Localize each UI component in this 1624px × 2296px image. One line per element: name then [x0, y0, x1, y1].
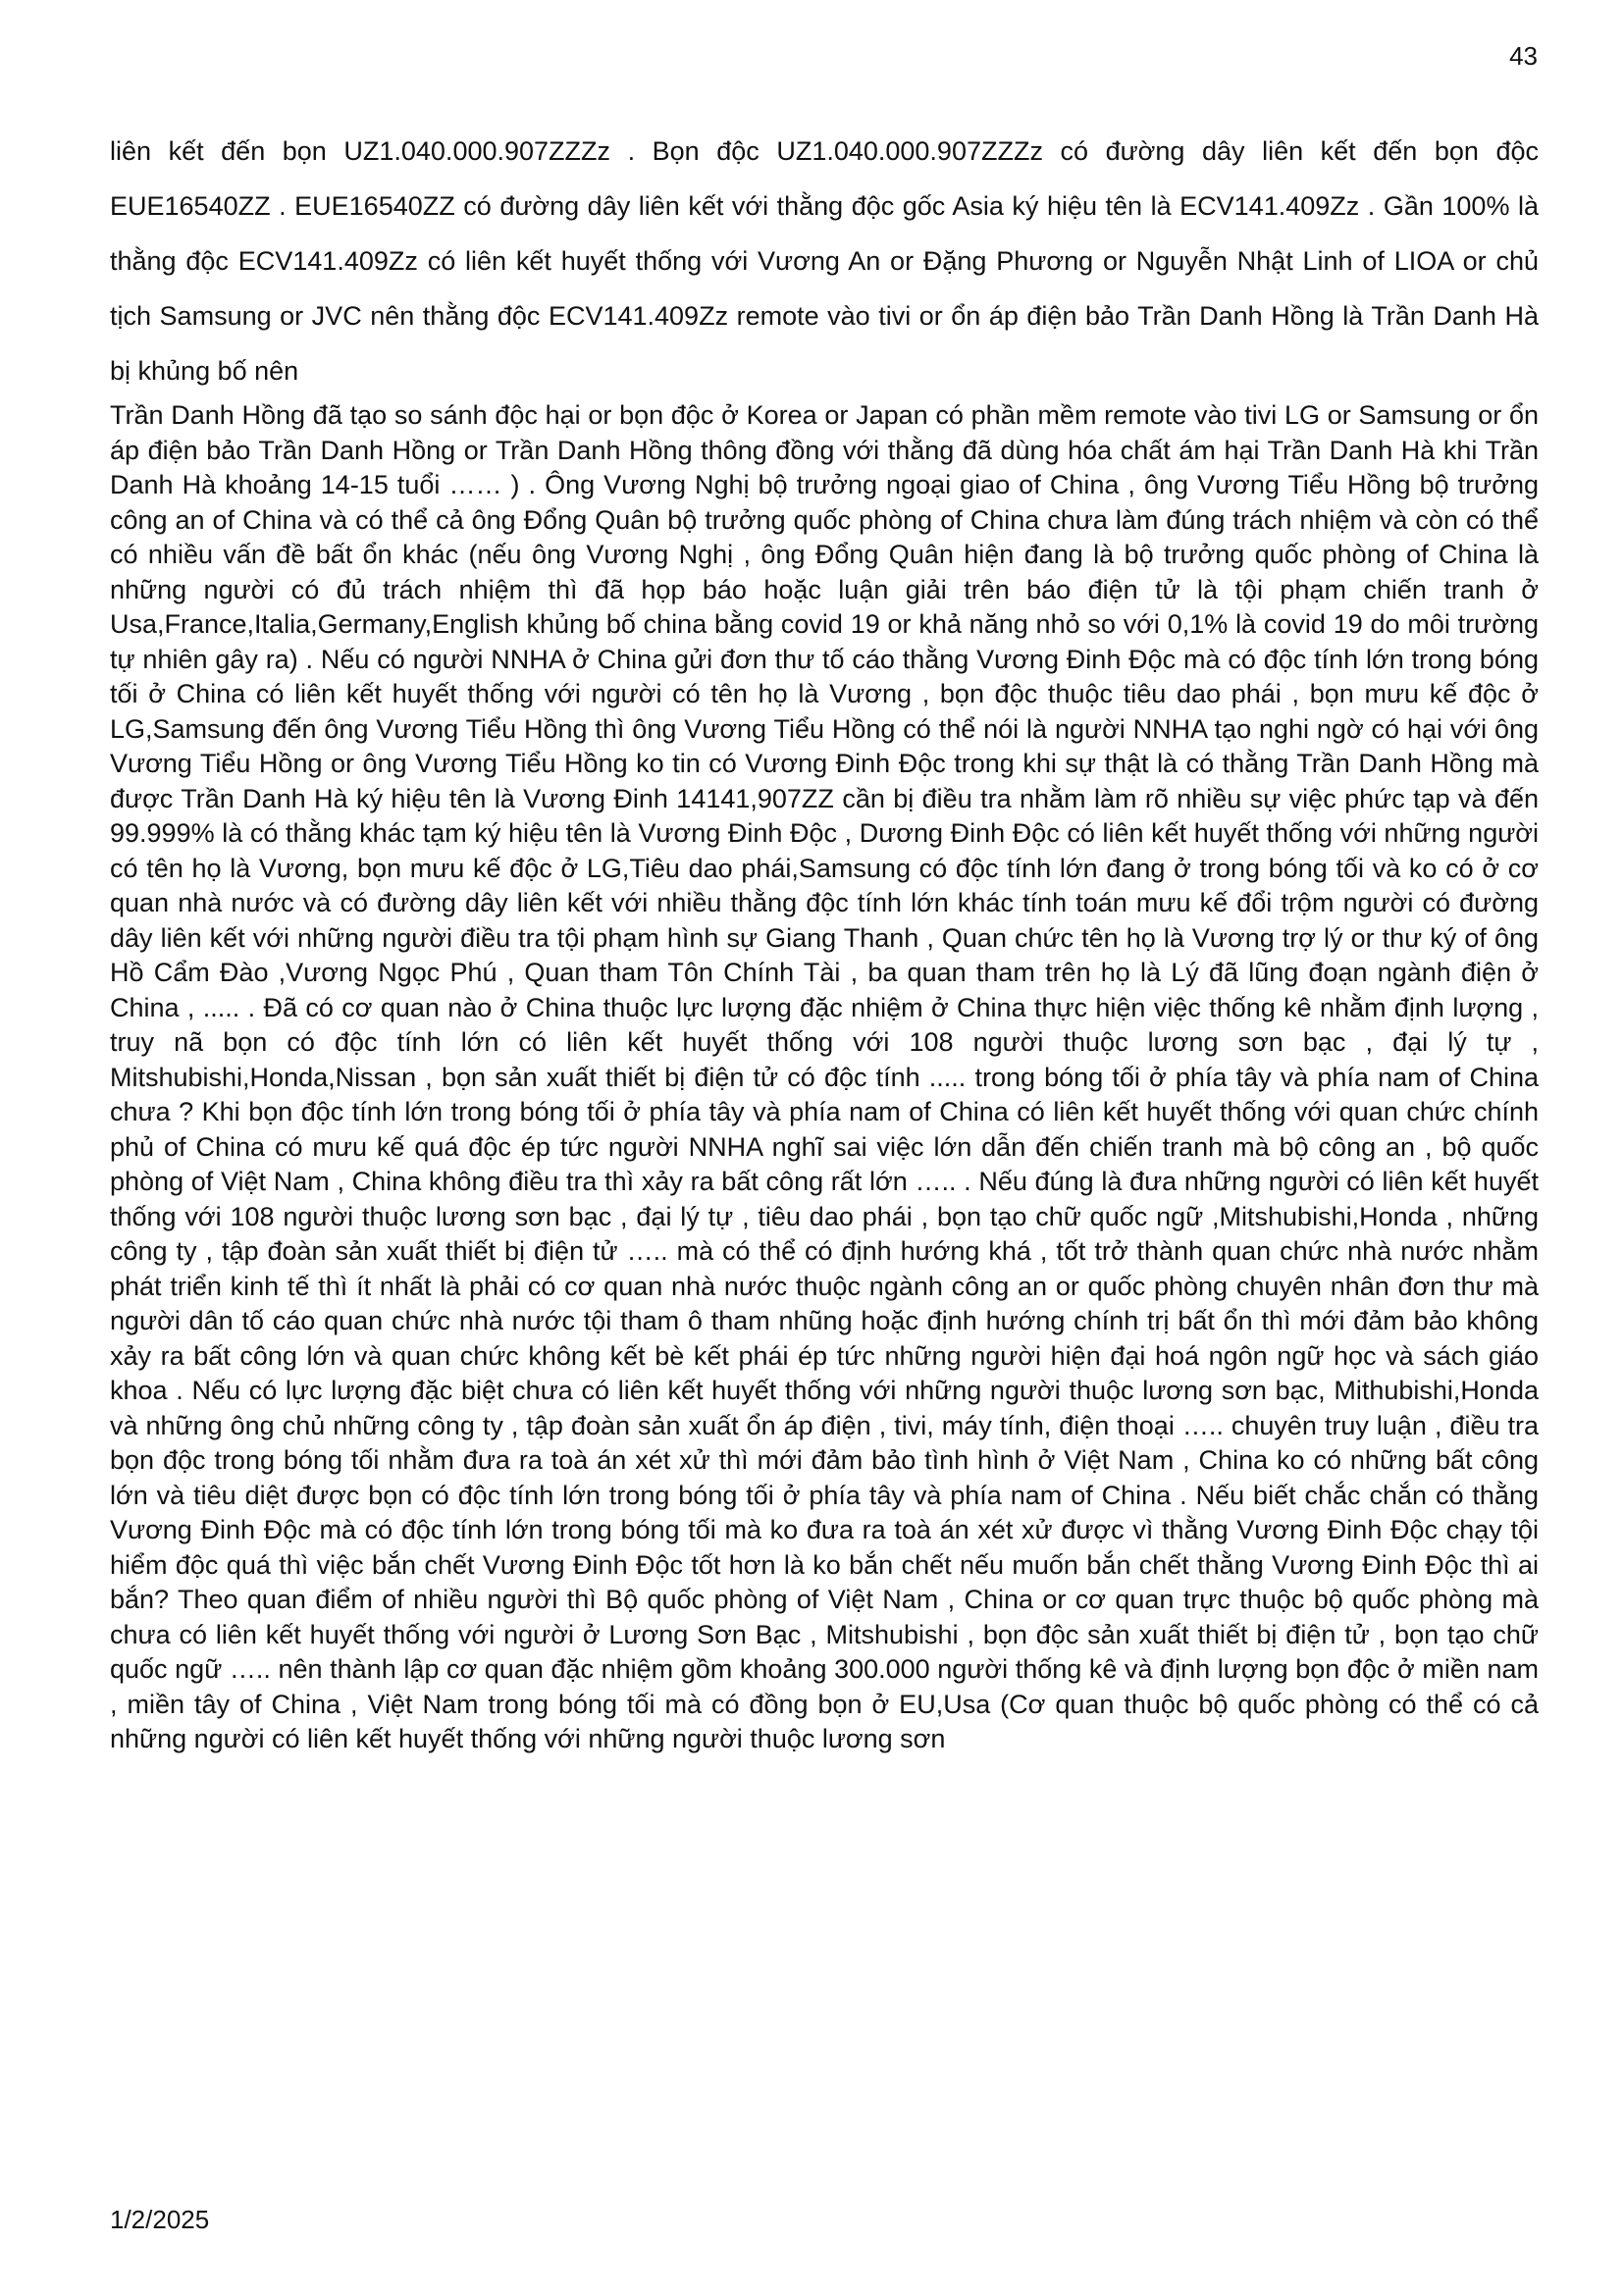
page-number: 43 — [1509, 41, 1538, 71]
body-text — [110, 124, 1539, 1757]
footer-date: 1/2/2025 — [110, 2205, 210, 2234]
main-paragraph: Trần Danh Hồng đã tạo so sánh độc hại or bọn độc ở Korea or Japan có phần mềm remote vào tivi LG or Samsung or ổn áp điện bảo Trần Danh Hồng or Trần Danh Hồng thông đồng với thằng đã dùng hóa chất ám hại Trần Danh Hà khi Trần Danh Hà khoảng 14-15 tuổi …… ) . Ông Vương Nghị bộ trưởng ngoại giao of China , ông Vương Tiểu Hồng bộ trưởng công an of China và có thể cả ông Đổng Quân bộ trưởng quốc phòng of China chưa làm đúng trách nhiệm và còn có thể có nhiều vấn đề bất ổn khác (nếu ông Vương Nghị , ông Đổng Quân hiện đang là bộ trưởng quốc phòng of China là những người có đủ trách nhiệm thì đã họp báo hoặc luận giải trên báo điện tử là tội phạm chiến tranh ở Usa,France,Italia,Germany,English khủng bố china bằng covid 19 or khả năng nhỏ so với 0,1% là covid 19 do môi trường tự nhiên gây ra) . Nếu có người NNHA ở China gửi đơn thư tố cáo thằng Vương Đinh Độc mà có độc tính lớn trong bóng tối ở China có liên kết huyết thống với người có tên họ là Vương , bọn độc thuộc tiêu dao phái , bọn mưu kế độc ở LG,Samsung đến ông Vương Tiểu Hồng thì ông Vương Tiểu Hồng có thể nói là người NNHA tạo nghi ngờ có hại với ông Vương Tiểu Hồng or ông Vương Tiểu Hồng ko tin có Vương Đinh Độc trong khi sự thật là có thằng Trần Danh Hồng mà được Trần Danh Hà ký hiệu tên là Vương Đinh 14141,907ZZ cần bị điều tra nhằm làm rõ nhiều sự việc phức tạp và đến 99.999% là có thằng khác tạm ký hiệu tên là Vương Đinh Độc , Dương Đinh Độc có liên kết huyết thống với những người có tên họ là Vương, bọn mưu kế độc ở LG,Tiêu dao phái,Samsung có độc tính lớn đang ở trong bóng tối và ko có ở cơ quan nhà nước và có đường dây liên kết với nhiều thằng độc tính lớn khác tính toán mưu kế đổi trộm người có đường dây liên kết với những người điều tra tội phạm hình sự Giang Thanh , Quan chức tên họ là Vương trợ lý or thư ký of ông Hồ Cẩm Đào ,Vương Ngọc Phú , Quan tham Tôn Chính Tài , ba quan tham trên họ là Lý đã lũng đoạn ngành điện ở China , ..... . Đã có cơ quan nào ở China thuộc lực lượng đặc nhiệm ở China thực hiện việc thống kê nhằm định lượng , truy nã bọn có độc tính lớn có liên kết huyết thống với 108 người thuộc lương sơn bạc , đại lý tự , Mitshubishi,Honda,Nissan , bọn sản xuất thiết bị điện tử có độc tính ..... trong bóng tối ở phía tây và phía nam of China chưa ? Khi bọn độc tính lớn trong bóng tối ở phía tây và phía nam of China có liên kết huyết thống với quan chức chính phủ of China có mưu kế quá độc ép tức người NNHA nghĩ sai việc lớn dẫn đến chiến tranh mà bộ công an , bộ quốc phòng of Việt Nam , China không điều tra thì xảy ra bất công rất lớn ….. . Nếu đúng là đưa những người có liên kết huyết thống với 108 người thuộc lương sơn bạc , đại lý tự , tiêu dao phái , bọn tạo chữ quốc ngữ ,Mitshubishi,Honda , những công ty , tập đoàn sản xuất thiết bị điện tử ….. mà có thể có định hướng khá , tốt trở thành quan chức nhà nước nhằm phát triển kinh tế thì ít nhất là phải có cơ quan nhà nước thuộc ngành công an or quốc phòng chuyên nhân đơn thư mà người dân tố cáo quan chức nhà nước tội tham ô tham nhũng hoặc định hướng chính trị bất ổn thì mới đảm bảo không xảy ra bất công lớn và quan chức không kết bè kết phái ép tức những người hiện đại hoá ngôn ngữ học và sách giáo khoa . Nếu có lực lượng đặc biệt chưa có liên kết huyết thống với những người thuộc lương sơn bạc, Mithubishi,Honda và những ông chủ những công ty , tập đoàn sản xuất ổn áp điện , tivi, máy tính, điện thoại ….. chuyên truy luận , điều tra bọn độc trong bóng tối nhằm đưa ra toà án xét xử thì mới đảm bảo tình hình ở Việt Nam , China ko có những bất công lớn và tiêu diệt được bọn có độc tính lớn trong bóng tối ở phía tây và phía nam of China . Nếu biết chắc chắn có thằng Vương Đinh Độc mà có độc tính lớn trong bóng tối mà ko đưa ra toà án xét xử được vì thằng Vương Đinh Độc chạy tội hiểm độc quá thì việc bắn chết Vương Đinh Độc tốt hơn là ko bắn chết nếu muốn bắn chết thằng Vương Đinh Độc thì ai bắn? Theo quan điểm of nhiều người thì Bộ quốc phòng of Việt Nam , China or cơ quan trực thuộc bộ quốc phòng mà chưa có liên kết huyết thống với người ở Lương Sơn Bạc , Mitshubishi , bọn độc sản xuất thiết bị điện tử , bọn tạo chữ quốc ngữ ….. nên thành lập cơ quan đặc nhiệm gồm khoảng 300.000 người thống kê và định lượng bọn độc ở miền nam , miền tây of China , Việt Nam trong bóng tối mà có đồng bọn ở EU,Usa (Cơ quan thuộc bộ quốc phòng có thể có cả những người có liên kết huyết thống với những người thuộc lương sơn — [110, 400, 1539, 1753]
top-paragraph: liên kết đến bọn UZ1.040.000.907ZZZz . Bọn độc UZ1.040.000.907ZZZz có đường dây liên kết đến bọn độc EUE16540ZZ . EUE16540ZZ có đường dây liên kết với thằng độc gốc Asia ký hiệu tên là ECV141.409Zz . Gần 100% là thằng độc ECV141.409Zz có liên kết huyết thống với Vương An or Đặng Phương or Nguyễn Nhật Linh of LIOA or chủ tịch Samsung or JVC nên thằng độc ECV141.409Zz remote vào tivi or ổn áp điện bảo Trần Danh Hồng là Trần Danh Hà bị khủng bố nên — [110, 136, 1539, 386]
